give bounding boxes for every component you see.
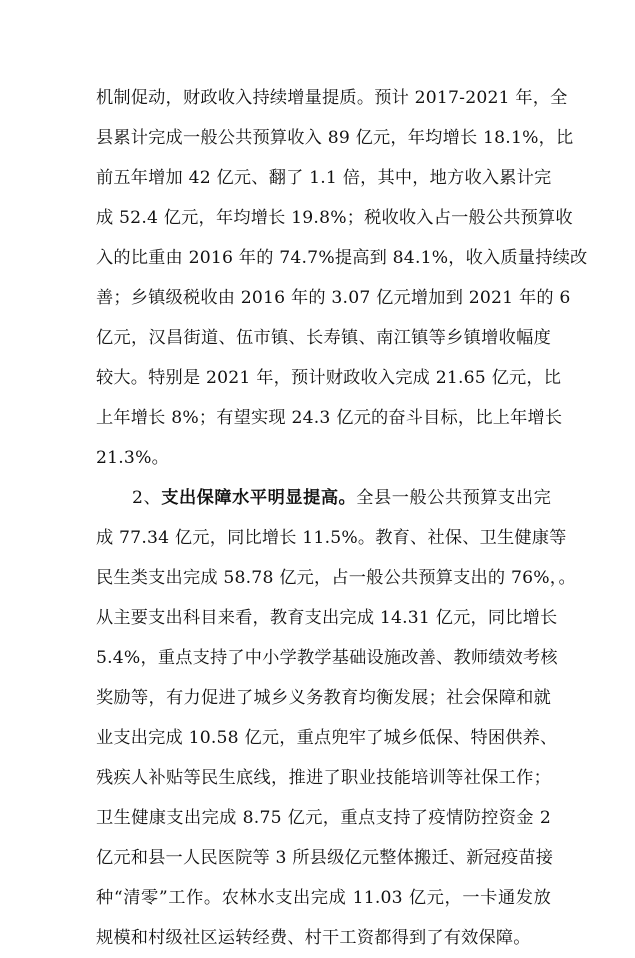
heading-number: 2、 (132, 488, 162, 508)
text-line: 前五年增加 42 亿元、翻了 1.1 倍，其中，地方收入累计完 (96, 168, 552, 188)
text-line: 上年增长 8%；有望实现 24.3 亿元的奋斗目标，比上年增长 (96, 408, 563, 428)
text-line: 规模和村级社区运转经费、村干工资都得到了有效保障。 (96, 928, 531, 948)
section-heading: 支出保障水平明显提高。 (161, 488, 357, 508)
document-page (96, 78, 588, 958)
text-line: 民生类支出完成 58.78 亿元，占一般公共预算支出的 76%，。 (96, 568, 576, 588)
text-line: 种“清零”工作。农林水支出完成 11.03 亿元，一卡通发放 (96, 888, 551, 908)
paragraph-fiscal-revenue (96, 78, 588, 478)
text-line: 县累计完成一般公共预算收入 89 亿元，年均增长 18.1%，比 (96, 128, 574, 148)
text-line: 机制促动，财政收入持续增量提质。预计 2017-2021 年，全 (96, 88, 568, 108)
text-line: 残疾人补贴等民生底线，推进了职业技能培训等社保工作； (96, 768, 551, 788)
text-line: 21.3%。 (96, 448, 169, 468)
text-line: 奖励等，有力促进了城乡义务教育均衡发展；社会保障和就 (96, 688, 551, 708)
heading-line-text: 全县一般公共预算支出完 (356, 488, 551, 508)
paragraph-expenditure (96, 478, 576, 958)
section-heading-line (96, 478, 551, 518)
text-line: 业支出完成 10.58 亿元，重点兜牢了城乡低保、特困供养、 (96, 728, 558, 748)
text-line: 入的比重由 2016 年的 74.7%提高到 84.1%，收入质量持续改 (96, 248, 588, 268)
text-line: 较大。特别是 2021 年，预计财政收入完成 21.65 亿元，比 (96, 368, 562, 388)
text-line: 善；乡镇级税收由 2016 年的 3.07 亿元增加到 2021 年的 6 (96, 288, 571, 308)
text-line: 成 77.34 亿元，同比增长 11.5%。教育、社保、卫生健康等 (96, 528, 567, 548)
text-line: 从主要支出科目来看，教育支出完成 14.31 亿元，同比增长 (96, 608, 558, 628)
text-line: 5.4%，重点支持了中小学教学基础设施改善、教师绩效考核 (96, 648, 558, 668)
text-line: 亿元和县一人民医院等 3 所县级亿元整体搬迁、新冠疫苗接 (96, 848, 554, 868)
text-line: 成 52.4 亿元，年均增长 19.8%；税收收入占一般公共预算收 (96, 208, 573, 228)
text-line: 卫生健康支出完成 8.75 亿元，重点支持了疫情防控资金 2 (96, 808, 551, 828)
text-line: 亿元，汉昌街道、伍市镇、长寿镇、南江镇等乡镇增收幅度 (96, 328, 551, 348)
